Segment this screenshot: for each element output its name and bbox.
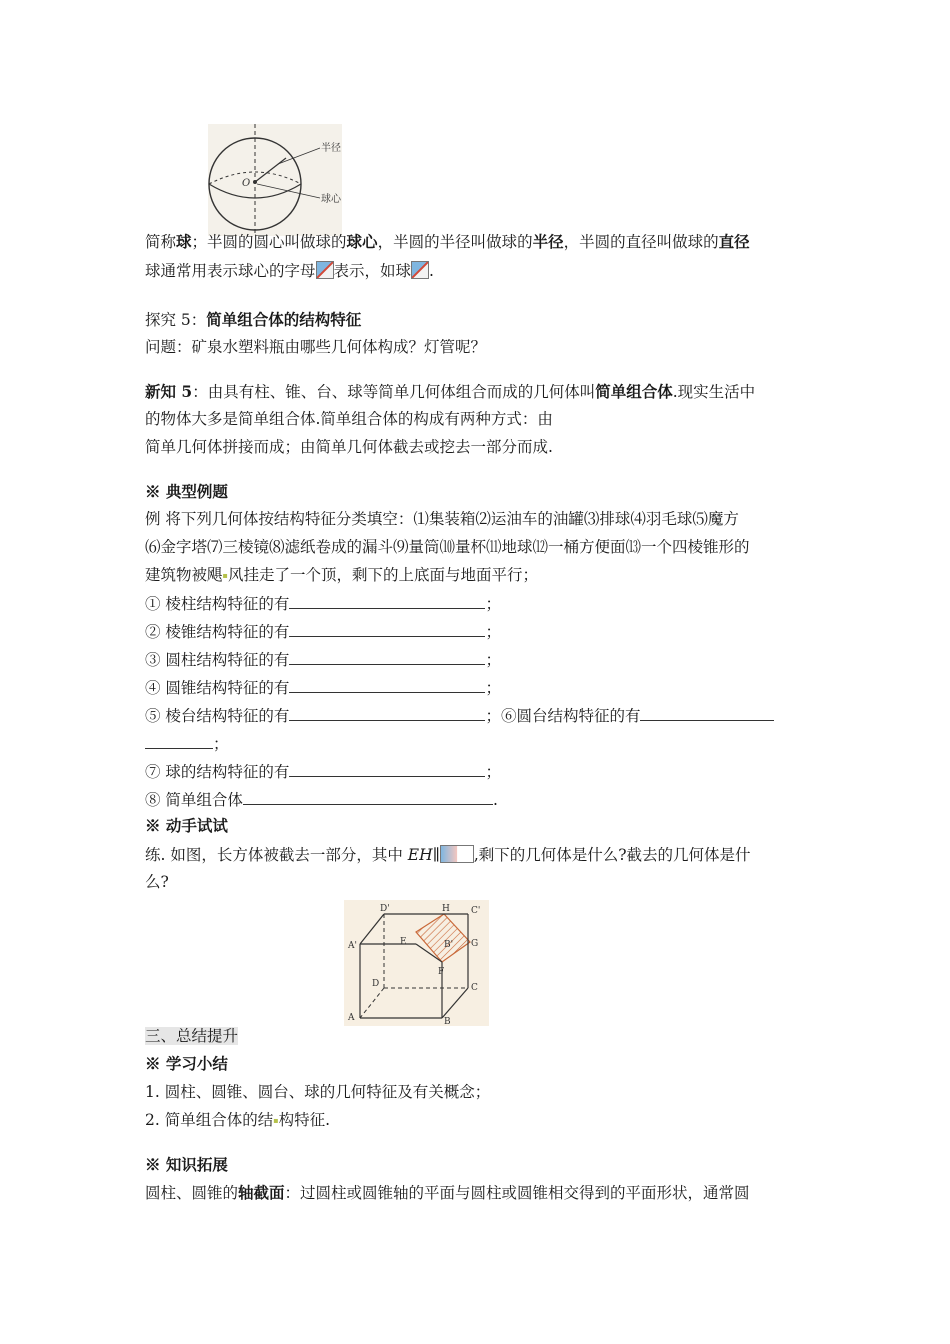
bold-text: 轴截面 [238,1183,285,1202]
blank-line[interactable] [289,649,485,665]
text: ∥ [432,846,440,864]
broken-image-icon [440,845,474,863]
text: ； [485,763,501,781]
text: ； [485,595,501,613]
text: . [429,262,434,280]
sphere-text-line2 [145,261,810,281]
text: 表示，如球 [333,262,412,280]
cube-label: H [442,904,450,914]
fill-item-1 [145,593,810,614]
summary-item-1: 1. 圆柱、圆锥、圆台、球的几何特征及有关概念； [145,1083,491,1101]
item-label: ⑦ 球的结构特征的有 [145,763,290,781]
text: 球通常用表示球心的字母 [145,262,316,280]
fill-item-2 [145,621,810,642]
item-label: ③ 圆柱结构特征的有 [145,651,290,669]
explore5-heading [145,310,810,330]
cube-label: C [471,983,478,993]
extension-heading: ※ 知识拓展 [145,1155,228,1174]
text: 2. 简单组合体的结 [145,1111,274,1129]
text: 构特征. [278,1111,331,1129]
item-label: ④ 圆锥结构特征的有 [145,679,290,697]
example-line3 [145,565,810,586]
text: ，半圆的半径叫做球的 [377,233,533,251]
blank-line[interactable] [289,621,485,637]
sphere-label-center: 球心 [321,194,341,205]
text: . [492,791,498,809]
text: ：过圆柱或圆锥轴的平面与圆柱或圆锥相交得到的平面形状，通常圆 [284,1184,750,1202]
broken-image-icon [411,261,429,279]
text: 简称 [145,233,177,251]
practice-heading: ※ 动手试试 [145,816,228,835]
blank-line[interactable] [145,733,213,749]
bold-text: 半径 [532,232,564,251]
item-label: ② 棱锥结构特征的有 [145,623,290,641]
summary-item-2 [145,1110,810,1131]
new5-line2: 的物体大多是简单组合体.简单组合体的构成有两种方式：由 [145,410,553,428]
fill-item-8 [145,789,810,810]
bold-text: 新知 5 [145,382,193,401]
text: ； [485,623,501,641]
cube-label: E [400,937,407,947]
summary-subheading: ※ 学习小结 [145,1054,228,1073]
sphere-label-radius: 半径 [321,143,341,154]
examples-heading: ※ 典型例题 [145,482,228,501]
dot-mark: ▪ [222,571,228,580]
item-label: ① 棱柱结构特征的有 [145,595,290,613]
example-line1: 例 将下列几何体按结构特征分类填空：⑴集装箱⑵运油车的油罐⑶排球⑷羽毛球⑸魔方 [145,510,739,528]
practice-line1 [145,845,810,865]
blank-line[interactable] [289,593,485,609]
cube-label: G [471,939,479,949]
explore5-question: 问题：矿泉水塑料瓶由哪些几何体构成？灯管呢？ [145,338,487,356]
text: 风挂走了一个顶，剩下的上底面与地面平行； [227,566,538,584]
text: ：由具有柱、锥、台、球等简单几何体组合而成的几何体叫 [192,383,596,401]
cube-label: A [348,1013,355,1023]
sphere-label-o: O [242,178,251,189]
blank-line[interactable] [640,705,774,721]
fill-item-5-6 [145,705,810,726]
item-label: ⑧ 简单组合体 [145,791,243,809]
text: 探究 5： [145,311,207,329]
practice-line2: 么? [145,873,169,891]
blank-line[interactable] [289,677,485,693]
blank-line[interactable] [289,705,485,721]
blank-line[interactable] [289,761,485,777]
cube-label: B [444,1017,451,1026]
extension-line1 [145,1183,810,1203]
fill-item-7 [145,761,810,782]
bold-text: 简单组合体的结构特征 [206,310,362,329]
text: ； [213,735,229,753]
text: 练. 如图，长方体被截去一部分，其中 [145,846,408,864]
cube-label: B' [444,940,454,950]
cube-label: D [372,979,380,989]
fill-item-3 [145,649,810,670]
cube-label: D' [380,904,390,914]
cube-label: A' [348,941,357,951]
math-text: EH [407,846,433,864]
bold-text: 球 [176,232,192,251]
text: ； [485,651,501,669]
dot-mark: ▪ [273,1116,279,1125]
new5-line3: 简单几何体拼接而成；由简单几何体截去或挖去一部分而成. [145,438,553,456]
cube-figure [344,900,489,1026]
cube-label: C' [471,906,481,916]
bold-text: 球心 [346,232,378,251]
bold-text: 简单组合体 [595,382,673,401]
text: ,剩下的几何体是什么?截去的几何体是什 [473,846,751,864]
blank-line[interactable] [243,789,493,805]
cuboid-diagram [344,900,489,1026]
sphere-figure [208,124,342,236]
item-label: ⑤ 棱台结构特征的有 [145,707,290,725]
sphere-diagram [208,124,342,236]
text: 圆柱、圆锥的 [145,1184,239,1202]
text: ； [485,679,501,697]
example-line2: ⑹金字塔⑺三棱镜⑻滤纸卷成的漏斗⑼量筒⑽量杯⑾地球⑿一桶方便面⒀一个四棱锥形的 [145,538,750,556]
cube-label: F [438,967,445,977]
text: 建筑物被飓 [145,566,223,584]
text: .现实生活中 [672,383,756,401]
text: ，半圆的直径叫做球的 [563,233,719,251]
sphere-text-line1 [145,232,810,252]
item-label: ；⑥圆台结构特征的有 [485,707,641,725]
fill-item-6-cont [145,733,810,754]
summary-heading-line [145,1026,810,1046]
new5-line1 [145,382,810,402]
summary-heading: 三、总结提升 [145,1027,239,1045]
broken-image-icon [316,261,334,279]
text: ；半圆的圆心叫做球的 [191,233,347,251]
bold-text: 直径 [718,232,750,251]
fill-item-4 [145,677,810,698]
